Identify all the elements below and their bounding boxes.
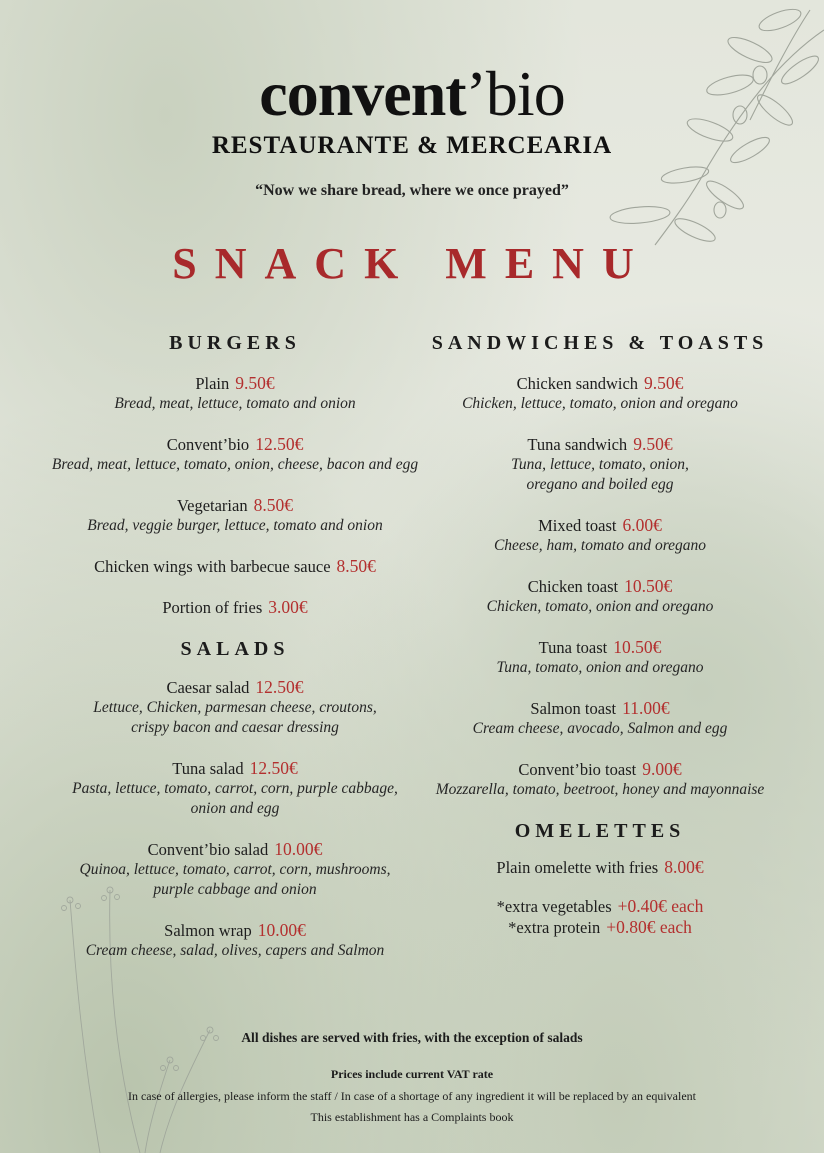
extra-option xyxy=(410,896,790,938)
item-name: Vegetarian xyxy=(177,496,248,515)
item-price: 3.00€ xyxy=(268,597,308,617)
item-name: Chicken toast xyxy=(527,577,619,596)
menu-item xyxy=(40,373,430,414)
item-price: 10.00€ xyxy=(257,920,306,940)
item-name: Convent’bio xyxy=(166,435,250,454)
menu-item xyxy=(410,698,790,739)
item-price: 10.50€ xyxy=(613,637,662,657)
item-name: Caesar salad xyxy=(166,678,250,697)
item-price: 11.00€ xyxy=(622,698,670,718)
item-price: 9.50€ xyxy=(633,434,673,454)
fries-note: All dishes are served with fries, with the exception of salads xyxy=(241,1030,583,1045)
item-description: Bread, meat, lettuce, tomato and onion xyxy=(114,395,356,412)
header xyxy=(0,58,824,200)
item-name: Portion of fries xyxy=(162,598,263,617)
logo-thin: ’bio xyxy=(465,58,565,129)
item-description: crispy bacon and caesar dressing xyxy=(131,719,339,736)
item-description: Bread, meat, lettuce, tomato, onion, cheese, bacon and egg xyxy=(51,456,419,473)
section-title-burgers: BURGERS xyxy=(169,332,301,354)
menu-item xyxy=(40,839,430,900)
extra-price: +0.40€ each xyxy=(617,896,704,916)
menu-item xyxy=(40,556,430,577)
logo-bold: convent xyxy=(259,58,466,129)
item-description: purple cabbage and onion xyxy=(153,881,317,898)
item-description: Cream cheese, avocado, Salmon and egg xyxy=(472,720,728,737)
extra-name: *extra vegetables xyxy=(496,897,612,916)
left-column xyxy=(40,332,430,961)
menu-item xyxy=(410,759,790,800)
menu-item xyxy=(410,857,790,878)
item-name: Mixed toast xyxy=(538,516,617,535)
brand-subtitle: RESTAURANTE & MERCEARIA xyxy=(211,132,613,159)
item-price: 9.00€ xyxy=(642,759,682,779)
item-description: Chicken, lettuce, tomato, onion and oregano xyxy=(462,395,738,412)
item-price: 9.50€ xyxy=(644,373,684,393)
right-column xyxy=(410,332,790,938)
extra-price: +0.80€ each xyxy=(606,917,692,937)
menu-item xyxy=(40,920,430,961)
item-price: 12.50€ xyxy=(255,677,304,697)
item-name: Chicken sandwich xyxy=(516,374,639,393)
section-title-sandwiches: SANDWICHES & TOASTS xyxy=(431,332,769,354)
menu-item xyxy=(410,515,790,556)
item-description: Tuna, tomato, onion and oregano xyxy=(496,659,704,676)
menu-item xyxy=(40,597,430,618)
item-price: 10.50€ xyxy=(624,576,673,596)
menu-item xyxy=(40,677,430,738)
menu-item xyxy=(410,576,790,617)
vat-note: Prices include current VAT rate xyxy=(330,1067,494,1081)
section-title-salads: SALADS xyxy=(180,638,290,660)
menu-item xyxy=(40,495,430,536)
item-name: Salmon toast xyxy=(530,699,617,718)
item-price: 8.00€ xyxy=(664,857,704,877)
item-description: Lettuce, Chicken, parmesan cheese, croutons, xyxy=(93,699,377,716)
item-name: Chicken wings with barbecue sauce xyxy=(94,557,331,576)
item-price: 12.50€ xyxy=(255,434,304,454)
item-price: 12.50€ xyxy=(249,758,298,778)
menu-item xyxy=(410,373,790,414)
item-name: Tuna toast xyxy=(538,638,608,657)
item-price: 10.00€ xyxy=(274,839,323,859)
menu-item xyxy=(410,637,790,678)
brand-logo xyxy=(0,58,824,130)
item-description: Cheese, ham, tomato and oregano xyxy=(493,537,707,554)
item-name: Plain omelette with fries xyxy=(496,858,659,877)
item-description: onion and egg xyxy=(190,800,280,817)
item-description: Pasta, lettuce, tomato, carrot, corn, purple cabbage, xyxy=(72,780,398,797)
item-name: Plain xyxy=(195,374,230,393)
item-price: 8.50€ xyxy=(253,495,293,515)
item-price: 9.50€ xyxy=(235,373,275,393)
item-name: Convent’bio toast xyxy=(518,760,637,779)
item-description: Quinoa, lettuce, tomato, carrot, corn, mushrooms, xyxy=(79,861,391,878)
allergies-note: In case of allergies, please inform the staff / In case of a shortage of any ingredient it will be replaced by an equivalent xyxy=(127,1089,696,1103)
item-description: Tuna, lettuce, tomato, onion, xyxy=(511,456,689,473)
item-name: Convent’bio salad xyxy=(147,840,269,859)
item-description: Mozzarella, tomato, beetroot, honey and mayonnaise xyxy=(435,781,765,798)
item-description: oregano and boiled egg xyxy=(526,476,674,493)
item-description: Chicken, tomato, onion and oregano xyxy=(486,598,714,615)
item-price: 8.50€ xyxy=(336,556,376,576)
menu-item xyxy=(410,434,790,495)
item-name: Salmon wrap xyxy=(164,921,252,940)
menu-title: SNACK MENU xyxy=(172,239,652,288)
item-name: Tuna sandwich xyxy=(527,435,628,454)
menu-item xyxy=(40,434,430,475)
section-title-omelettes: OMELETTES xyxy=(514,820,686,842)
menu-item xyxy=(40,758,430,819)
item-name: Tuna salad xyxy=(172,759,244,778)
item-price: 6.00€ xyxy=(622,515,662,535)
item-description: Cream cheese, salad, olives, capers and Salmon xyxy=(85,942,385,959)
tagline: “Now we share bread, where we once prayed” xyxy=(255,182,569,199)
item-description: Bread, veggie burger, lettuce, tomato and onion xyxy=(87,517,383,534)
extra-name: *extra protein xyxy=(508,918,601,937)
complaints-note: This establishment has a Complaints book xyxy=(310,1110,514,1124)
